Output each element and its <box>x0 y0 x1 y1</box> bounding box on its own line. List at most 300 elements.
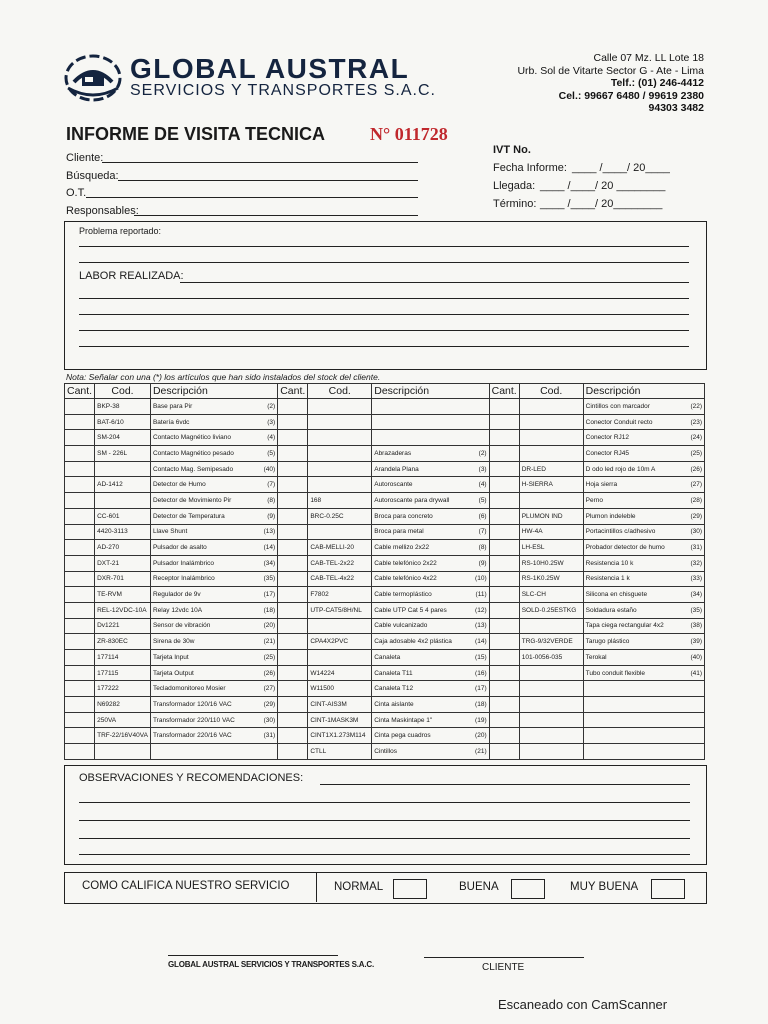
desc-cell <box>583 650 704 666</box>
desc-cell <box>372 618 489 634</box>
item-number: (14) <box>475 638 487 646</box>
cant-cell[interactable] <box>489 446 519 462</box>
cant-cell[interactable] <box>65 524 95 540</box>
cod-cell: 101-0056-035 <box>519 650 583 666</box>
problema-line[interactable] <box>79 246 689 247</box>
item-number: (8) <box>478 544 487 552</box>
item-number: (18) <box>263 606 276 614</box>
item-number: (23) <box>690 418 702 426</box>
cant-cell[interactable] <box>278 712 308 728</box>
observaciones-line[interactable] <box>320 784 690 785</box>
item-number: (34) <box>690 591 702 599</box>
desc-text: Tubo conduit flexible <box>585 669 646 677</box>
desc-cell <box>150 634 277 650</box>
item-number: (27) <box>690 481 702 489</box>
cod-cell <box>308 399 372 415</box>
termino-label: Término: <box>493 198 537 210</box>
calificacion-question: COMO CALIFICA NUESTRO SERVICIO <box>82 880 290 892</box>
desc-text: Cable UTP Cat 5 4 pares <box>374 606 447 614</box>
cod-cell: 177222 <box>95 681 151 697</box>
desc-text: Contacto Magnético pesado <box>152 449 234 457</box>
item-number: (15) <box>475 653 487 661</box>
labor-line[interactable] <box>79 330 689 331</box>
cant-cell[interactable] <box>489 587 519 603</box>
desc-cell <box>150 524 277 540</box>
cod-cell: H-SIERRA <box>519 477 583 493</box>
cant-cell[interactable] <box>65 634 95 650</box>
cant-cell[interactable] <box>278 493 308 509</box>
desc-text: Soldadura estaño <box>585 606 637 614</box>
item-number: (25) <box>263 653 276 661</box>
table-row <box>65 602 705 618</box>
desc-cell <box>150 430 277 446</box>
item-number: (16) <box>475 669 487 677</box>
desc-cell <box>583 571 704 587</box>
cant-cell[interactable] <box>489 618 519 634</box>
termino-field[interactable]: ____ /____/ 20________ <box>540 198 663 210</box>
desc-cell <box>150 665 277 681</box>
cant-cell[interactable] <box>278 602 308 618</box>
desc-cell <box>583 430 704 446</box>
cant-cell[interactable] <box>65 430 95 446</box>
cod-cell: RS-1K0.25W <box>519 571 583 587</box>
cod-cell: SLC-CH <box>519 587 583 603</box>
desc-text: Broca para concreto <box>374 512 433 520</box>
item-number: (30) <box>263 716 276 724</box>
cod-cell <box>519 399 583 415</box>
observaciones-line[interactable] <box>79 854 690 855</box>
desc-text: Cinta pega cuadros <box>374 732 431 740</box>
cant-cell[interactable] <box>278 571 308 587</box>
llegada-label: Llegada: <box>493 180 536 192</box>
desc-cell <box>583 744 704 760</box>
desc-cell <box>150 399 277 415</box>
calificacion-divider <box>316 872 317 902</box>
cod-cell <box>308 477 372 493</box>
cant-cell[interactable] <box>278 555 308 571</box>
cod-cell: DXT-21 <box>95 555 151 571</box>
table-row <box>65 728 705 744</box>
normal-label: NORMAL <box>334 881 384 893</box>
cod-cell: 168 <box>308 493 372 509</box>
observaciones-line[interactable] <box>79 802 690 803</box>
desc-text: Cintillos <box>374 747 397 755</box>
cant-cell[interactable] <box>278 634 308 650</box>
table-row <box>65 634 705 650</box>
cant-cell[interactable] <box>489 540 519 556</box>
desc-cell <box>372 650 489 666</box>
cod-cell: N69282 <box>95 697 151 713</box>
cant-cell[interactable] <box>278 399 308 415</box>
problema-line[interactable] <box>79 262 689 263</box>
cant-cell[interactable] <box>489 681 519 697</box>
cod-cell <box>308 414 372 430</box>
cant-cell[interactable] <box>489 571 519 587</box>
observaciones-label: OBSERVACIONES Y RECOMENDACIONES: <box>79 772 304 784</box>
cod-cell: ZR-830EC <box>95 634 151 650</box>
desc-text: Tapa ciega rectangular 4x2 <box>585 622 664 630</box>
item-number: (40) <box>263 465 276 473</box>
labor-line[interactable] <box>79 314 689 315</box>
desc-cell <box>583 634 704 650</box>
cod-cell: BRC-0.25C <box>308 508 372 524</box>
item-number: (39) <box>690 638 702 646</box>
cod-cell: CINT-AIS3M <box>308 697 372 713</box>
ot-field[interactable] <box>86 197 418 198</box>
observaciones-line[interactable] <box>79 820 690 821</box>
desc-text: Probador detector de humo <box>585 544 665 552</box>
labor-box <box>64 221 707 370</box>
muy-buena-label: MUY BUENA <box>570 881 639 893</box>
desc-text: Contacto Magnético liviano <box>152 434 231 442</box>
item-number: (25) <box>690 449 702 457</box>
item-number: (7) <box>267 481 276 489</box>
cod-cell <box>519 446 583 462</box>
cant-cell[interactable] <box>65 744 95 760</box>
item-number: (8) <box>267 496 276 504</box>
desc-cell <box>150 493 277 509</box>
item-number: (17) <box>475 685 487 693</box>
desc-text: Sensor de vibración <box>152 622 211 630</box>
cod-cell: CAB-TEL-4x22 <box>308 571 372 587</box>
cant-cell[interactable] <box>278 681 308 697</box>
cant-cell[interactable] <box>65 414 95 430</box>
item-number: (31) <box>263 732 276 740</box>
desc-cell <box>583 618 704 634</box>
cod-cell <box>519 681 583 697</box>
desc-text: Batería 6vdc <box>152 418 190 426</box>
cod-cell: DR-LED <box>519 461 583 477</box>
responsables-label: Responsables: <box>66 205 139 217</box>
company-name: GLOBAL AUSTRAL <box>130 53 410 84</box>
llegada-field[interactable]: ____ /____/ 20 ________ <box>540 180 666 192</box>
desc-cell <box>372 634 489 650</box>
cant-cell[interactable] <box>278 650 308 666</box>
desc-text: Conector Conduit recto <box>585 418 653 426</box>
cod-cell: CTLL <box>308 744 372 760</box>
cod-cell: LH-ESL <box>519 540 583 556</box>
header-cant: Cant. <box>489 384 519 399</box>
cant-cell[interactable] <box>65 508 95 524</box>
cod-cell <box>308 650 372 666</box>
desc-cell <box>372 524 489 540</box>
cant-cell[interactable] <box>278 508 308 524</box>
cant-cell[interactable] <box>278 728 308 744</box>
cliente-field[interactable] <box>102 162 418 163</box>
desc-cell <box>150 712 277 728</box>
cant-cell[interactable] <box>65 697 95 713</box>
table-row <box>65 650 705 666</box>
table-row <box>65 414 705 430</box>
cant-cell[interactable] <box>489 477 519 493</box>
cod-cell: W11500 <box>308 681 372 697</box>
desc-text: Cinta Maskintape 1" <box>374 716 433 724</box>
table-row <box>65 477 705 493</box>
cliente-label: Cliente: <box>66 152 104 164</box>
desc-text: Sirena de 30w <box>152 638 195 646</box>
cant-cell[interactable] <box>489 508 519 524</box>
item-number: (28) <box>690 496 702 504</box>
cod-cell: HW-4A <box>519 524 583 540</box>
cant-cell[interactable] <box>489 555 519 571</box>
cant-cell[interactable] <box>65 618 95 634</box>
desc-cell <box>150 477 277 493</box>
cant-cell[interactable] <box>489 430 519 446</box>
cod-cell: CC-601 <box>95 508 151 524</box>
item-number: (10) <box>475 575 487 583</box>
cant-cell[interactable] <box>278 477 308 493</box>
cant-cell[interactable] <box>65 540 95 556</box>
cant-cell[interactable] <box>489 399 519 415</box>
cant-cell[interactable] <box>489 493 519 509</box>
firma-cliente-label: CLIENTE <box>482 962 525 973</box>
cant-cell[interactable] <box>278 430 308 446</box>
item-number: (11) <box>475 591 487 599</box>
desc-text: Autoroscante para drywall <box>374 496 450 504</box>
fecha-field[interactable]: ____ /____/ 20____ <box>572 162 670 174</box>
desc-cell <box>583 508 704 524</box>
cant-cell[interactable] <box>65 555 95 571</box>
cant-cell[interactable] <box>489 414 519 430</box>
labor-line[interactable] <box>180 282 689 283</box>
cant-cell[interactable] <box>65 681 95 697</box>
desc-cell <box>150 571 277 587</box>
desc-cell <box>150 602 277 618</box>
item-number: (3) <box>267 418 276 426</box>
table-row <box>65 618 705 634</box>
desc-text: Cable termoplástico <box>374 591 432 599</box>
cant-cell[interactable] <box>278 414 308 430</box>
cod-cell: SOLD-0.25ESTKG <box>519 602 583 618</box>
cod-cell <box>519 728 583 744</box>
desc-cell <box>372 461 489 477</box>
cod-cell: 4420-3113 <box>95 524 151 540</box>
cant-cell[interactable] <box>489 524 519 540</box>
item-number: (18) <box>475 700 487 708</box>
item-number: (35) <box>690 606 702 614</box>
labor-line[interactable] <box>79 346 689 347</box>
item-number: (35) <box>263 575 276 583</box>
desc-text: Cable telefónico 2x22 <box>374 559 437 567</box>
item-number: (6) <box>478 512 487 520</box>
cant-cell[interactable] <box>278 540 308 556</box>
desc-cell <box>583 446 704 462</box>
cod-cell <box>95 493 151 509</box>
desc-cell <box>372 446 489 462</box>
cant-cell[interactable] <box>489 665 519 681</box>
cant-cell[interactable] <box>65 461 95 477</box>
table-row <box>65 446 705 462</box>
item-number: (4) <box>478 481 487 489</box>
cant-cell[interactable] <box>65 587 95 603</box>
problema-label: Problema reportado: <box>79 226 162 236</box>
cant-cell[interactable] <box>65 650 95 666</box>
cant-cell[interactable] <box>65 728 95 744</box>
item-number: (31) <box>690 544 702 552</box>
desc-text: Tarugo plástico <box>585 638 630 646</box>
desc-cell <box>150 414 277 430</box>
desc-cell <box>150 681 277 697</box>
firma-cliente-line[interactable] <box>424 957 584 958</box>
desc-text: Regulador de 9v <box>152 591 201 599</box>
labor-line[interactable] <box>79 298 689 299</box>
desc-cell <box>150 587 277 603</box>
cod-cell: W14224 <box>308 665 372 681</box>
header-cod: Cod. <box>519 384 583 399</box>
cant-cell[interactable] <box>65 446 95 462</box>
header-desc: Descripción <box>372 384 489 399</box>
desc-text: Perno <box>585 496 603 504</box>
table-row <box>65 524 705 540</box>
cod-cell: AD-270 <box>95 540 151 556</box>
cant-cell[interactable] <box>65 477 95 493</box>
responsables-field[interactable] <box>134 215 418 216</box>
cod-cell: F7802 <box>308 587 372 603</box>
cant-cell[interactable] <box>278 524 308 540</box>
table-row <box>65 540 705 556</box>
desc-cell <box>150 697 277 713</box>
desc-cell <box>150 555 277 571</box>
cod-cell <box>308 461 372 477</box>
observaciones-line[interactable] <box>79 838 690 839</box>
desc-text: Cable mellizo 2x22 <box>374 544 430 552</box>
item-number: (33) <box>690 575 702 583</box>
table-row <box>65 665 705 681</box>
item-number: (30) <box>690 528 702 536</box>
cod-cell: TRF-22/16V40VA <box>95 728 151 744</box>
desc-cell <box>583 540 704 556</box>
table-row <box>65 571 705 587</box>
cod-cell <box>308 618 372 634</box>
cant-cell[interactable] <box>65 602 95 618</box>
busqueda-field[interactable] <box>118 180 418 181</box>
desc-text: Receptor Inalámbrico <box>152 575 215 583</box>
desc-text: Canaleta T12 <box>374 685 414 693</box>
cod-cell: 250VA <box>95 712 151 728</box>
cant-cell[interactable] <box>489 634 519 650</box>
desc-text: Pulsador Inalámbrico <box>152 559 214 567</box>
table-row <box>65 493 705 509</box>
normal-checkbox[interactable] <box>393 879 427 899</box>
desc-cell <box>372 414 489 430</box>
desc-text: Pulsador de asalto <box>152 544 207 552</box>
desc-text: Arandela Plana <box>374 465 419 473</box>
desc-cell <box>150 540 277 556</box>
cod-cell <box>95 744 151 760</box>
cant-cell[interactable] <box>489 728 519 744</box>
desc-text: Terokal <box>585 653 607 661</box>
cant-cell[interactable] <box>489 697 519 713</box>
cod-cell: REL-12VDC-10A <box>95 602 151 618</box>
header-cod: Cod. <box>95 384 151 399</box>
company-subtitle: SERVICIOS Y TRANSPORTES S.A.C. <box>130 82 436 99</box>
cant-cell[interactable] <box>278 697 308 713</box>
desc-text: Transformador 120/16 VAC <box>152 700 232 708</box>
item-number: (19) <box>475 716 487 724</box>
desc-cell <box>150 618 277 634</box>
desc-cell <box>150 461 277 477</box>
cant-cell[interactable] <box>278 665 308 681</box>
cod-cell: Dv1221 <box>95 618 151 634</box>
cant-cell[interactable] <box>489 744 519 760</box>
desc-text: Broca para metal <box>374 528 424 536</box>
cod-cell <box>519 744 583 760</box>
desc-text: Autoroscante <box>374 481 413 489</box>
desc-text: Relay 12vdc 10A <box>152 606 203 614</box>
ot-label: O.T. <box>66 187 87 199</box>
cod-cell: PLUMON IND <box>519 508 583 524</box>
header-desc: Descripción <box>583 384 704 399</box>
cod-cell: CAB-TEL-2x22 <box>308 555 372 571</box>
desc-cell <box>150 650 277 666</box>
desc-cell <box>150 446 277 462</box>
desc-text: Base para Pir <box>152 402 193 410</box>
cant-cell[interactable] <box>65 571 95 587</box>
cod-cell <box>308 430 372 446</box>
cod-cell: BKP-38 <box>95 399 151 415</box>
cant-cell[interactable] <box>65 712 95 728</box>
desc-cell <box>372 728 489 744</box>
item-number: (7) <box>478 528 487 536</box>
cant-cell[interactable] <box>489 461 519 477</box>
item-number: (20) <box>263 622 276 630</box>
muy-buena-checkbox[interactable] <box>651 879 685 899</box>
desc-cell <box>372 555 489 571</box>
item-number: (12) <box>475 606 487 614</box>
cant-cell[interactable] <box>65 493 95 509</box>
cant-cell[interactable] <box>489 712 519 728</box>
cant-cell[interactable] <box>489 650 519 666</box>
item-number: (40) <box>690 653 702 661</box>
desc-cell <box>372 697 489 713</box>
table-row <box>65 712 705 728</box>
cant-cell[interactable] <box>65 399 95 415</box>
desc-text: Cintillos con marcador <box>585 402 650 410</box>
cod-cell: SM - 226L <box>95 446 151 462</box>
desc-cell <box>583 728 704 744</box>
buena-checkbox[interactable] <box>511 879 545 899</box>
form-number: N° 011728 <box>370 124 448 144</box>
cod-cell <box>519 665 583 681</box>
table-row <box>65 508 705 524</box>
labor-label: LABOR REALIZADA: <box>79 270 184 282</box>
desc-text: Tecladomonitoreo Mosier <box>152 685 226 693</box>
table-row <box>65 697 705 713</box>
cant-cell[interactable] <box>278 461 308 477</box>
desc-text: Canaleta T11 <box>374 669 413 677</box>
cant-cell[interactable] <box>65 665 95 681</box>
company-logo-icon <box>62 52 124 104</box>
desc-cell <box>372 602 489 618</box>
firma-empresa-line[interactable] <box>168 955 338 956</box>
cant-cell[interactable] <box>489 602 519 618</box>
header-cant: Cant. <box>65 384 95 399</box>
item-number: (21) <box>263 638 276 646</box>
desc-cell <box>150 728 277 744</box>
cant-cell[interactable] <box>278 744 308 760</box>
desc-text: Resistencia 10 k <box>585 559 634 567</box>
items-table <box>64 383 705 760</box>
cant-cell[interactable] <box>278 587 308 603</box>
cant-cell[interactable] <box>278 446 308 462</box>
firma-empresa-label: GLOBAL AUSTRAL SERVICIOS Y TRANSPORTES S.A.C. <box>168 960 374 969</box>
cant-cell[interactable] <box>278 618 308 634</box>
item-number: (9) <box>478 559 487 567</box>
item-number: (14) <box>263 544 276 552</box>
desc-text: Cable vulcanizado <box>374 622 428 630</box>
item-number: (9) <box>267 512 276 520</box>
cod-cell <box>519 430 583 446</box>
